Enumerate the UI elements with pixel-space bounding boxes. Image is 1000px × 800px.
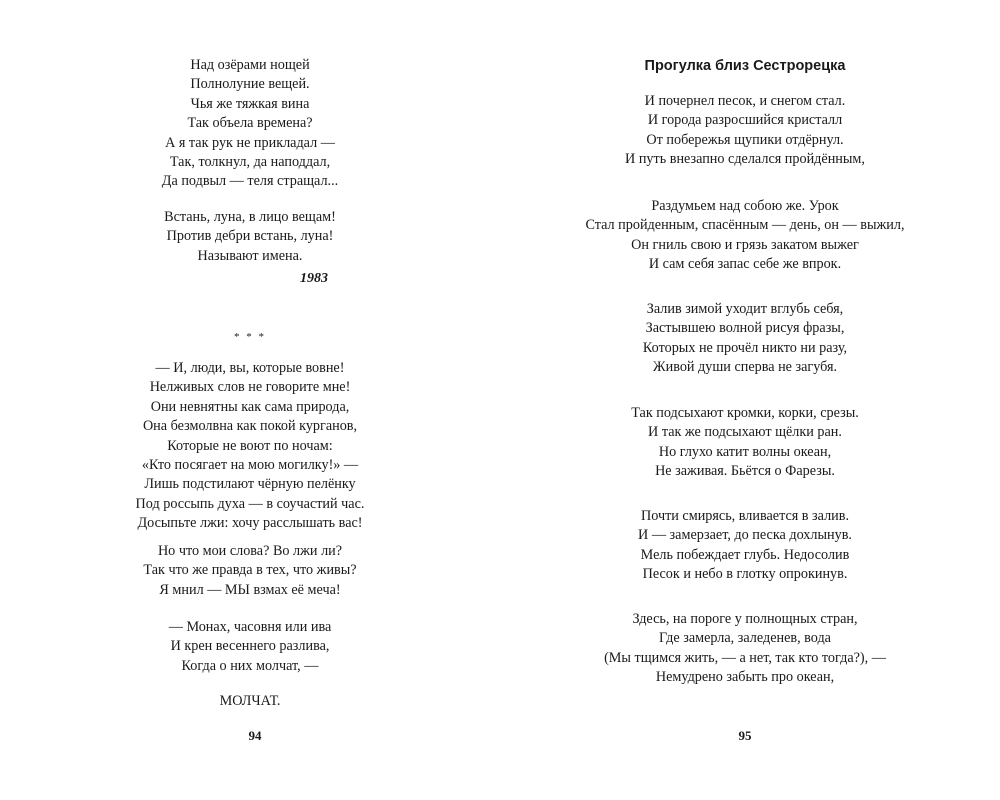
stanza	[555, 610, 935, 688]
verse-line: МОЛЧАТ.	[219, 693, 281, 709]
page-number: 94	[248, 728, 262, 743]
verse-line: Мель побеждает глубь. Недосолив	[640, 546, 850, 563]
verse-line: Залив зимой уходит вглубь себя,	[646, 301, 844, 317]
stanza	[60, 692, 440, 711]
verse-line: Но глухо катит волны океан,	[658, 443, 832, 460]
verse-line: Под россыпь духа — в соучастий час.	[135, 495, 365, 512]
verse-line: «Кто посягает на мою могилку!» —	[141, 457, 359, 474]
verse-line: И крен весеннего разлива,	[170, 638, 330, 655]
verse-line: Так, толкнул, да наподдал,	[169, 154, 331, 171]
verse-line: Немудрено забыть про океан,	[655, 669, 835, 686]
verse-line: — И, люди, вы, которые вовне!	[155, 360, 345, 376]
stanza	[555, 197, 935, 275]
verse-line: Они невнятны как сама природа,	[150, 398, 350, 415]
verse-line: А я так рук не прикладал —	[165, 134, 335, 151]
verse-line: Полнолуние вещей.	[190, 76, 310, 93]
stanza	[60, 618, 440, 676]
verse-line: И сам себя запас себе же впрок.	[648, 256, 842, 273]
verse-line: Раздумьем над собою же. Урок	[651, 198, 839, 214]
verse-line: И города разросшийся кристалл	[647, 112, 843, 129]
verse-line: Не заживая. Бьётся о Фарезы.	[655, 463, 835, 480]
stanza	[555, 507, 935, 585]
section-separator: * * *	[234, 331, 266, 343]
stanza	[60, 542, 440, 600]
verse-line: Застывшею волной рисуя фразы,	[645, 320, 845, 337]
poem-title: Прогулка близ Сестрорецка	[644, 58, 846, 74]
verse-line: И путь внезапно сделался пройдённым,	[625, 151, 865, 168]
verse-line: Здесь, на пороге у полнощных стран,	[632, 611, 858, 627]
verse-line: Так объела времена?	[187, 115, 313, 132]
stanza	[60, 359, 440, 534]
verse-line: Называют имена.	[197, 247, 303, 264]
verse-line: — Монах, часовня или ива	[168, 619, 332, 635]
verse-line: Так подсыхают кромки, корки, срезы.	[631, 405, 859, 421]
verse-line: Против дебри встань, луна!	[166, 228, 334, 245]
verse-line: Встань, луна, в лицо вещам!	[164, 209, 336, 225]
verse-line: Я мнил — МЫ взмах её меча!	[159, 581, 341, 598]
stanza	[555, 300, 935, 378]
right-page	[500, 0, 1000, 800]
verse-line: И почернел песок, и снегом стал.	[644, 93, 846, 109]
verse-line: Нелживых слов не говорите мне!	[149, 379, 351, 396]
stanza	[60, 56, 440, 192]
verse-line: Почти смирясь, вливается в залив.	[640, 508, 850, 524]
verse-line: Досыпьте лжи: хочу расслышать вас!	[137, 515, 363, 532]
verse-line: Так что же правда в тех, что живы?	[143, 562, 357, 579]
stanza	[555, 92, 935, 170]
verse-line: (Мы тщимся жить, — а нет, так кто тогда?), —	[604, 649, 886, 666]
stanza	[60, 208, 440, 266]
verse-line: Над озёрами нощей	[190, 57, 310, 73]
verse-line: Но что мои слова? Во лжи ли?	[157, 543, 343, 559]
verse-line: Она безмолвна как покой курганов,	[142, 418, 358, 435]
stanza	[555, 404, 935, 482]
verse-line: Чья же тяжкая вина	[190, 95, 310, 112]
verse-line: От побережья щупики отдёрнул.	[646, 131, 844, 148]
verse-line: Живой души сперва не загубя.	[652, 359, 838, 376]
verse-line: Лишь подстилают чёрную пелёнку	[144, 476, 356, 493]
poem-date: 1983	[300, 271, 328, 286]
verse-line: И — замерзает, до песка дохлынув.	[638, 527, 852, 544]
verse-line: Которых не прочёл никто ни разу,	[642, 339, 848, 356]
verse-line: Стал пройденным, спасённым — день, он — выжил,	[585, 217, 905, 234]
verse-line: И так же подсыхают щёлки ран.	[648, 424, 842, 441]
verse-line: Да подвыл — теля стращал...	[161, 173, 339, 190]
verse-line: Песок и небо в глотку опрокинув.	[642, 566, 848, 583]
verse-line: Где замерла, заледенев, вода	[659, 630, 831, 647]
verse-line: Он гниль свою и грязь закатом выжег	[631, 236, 859, 253]
verse-line: Когда о них молчат, —	[181, 657, 319, 674]
page-number: 95	[738, 728, 752, 743]
verse-line: Которые не воют по ночам:	[167, 437, 333, 454]
